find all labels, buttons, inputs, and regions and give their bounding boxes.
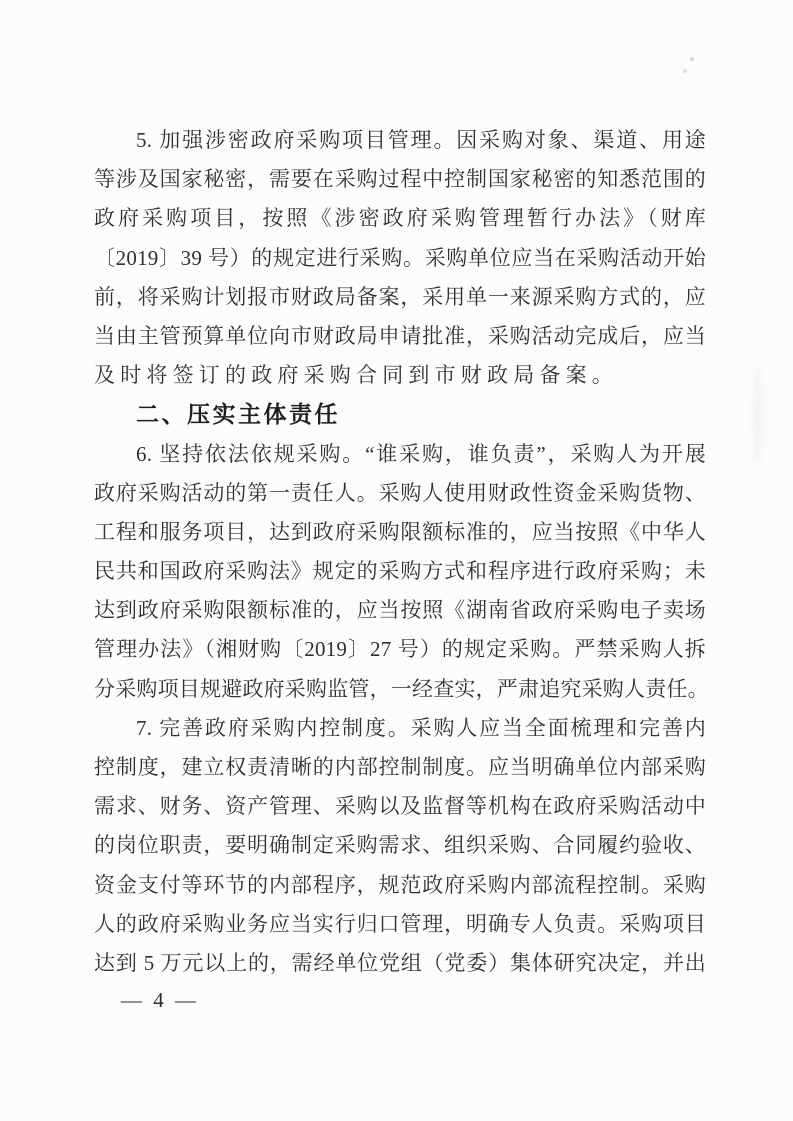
paragraph-5-line-3: 政府采购项目，按照《涉密政府采购管理暂行办法》（财库 bbox=[94, 206, 706, 231]
paragraph-5-line-4: 〔2019〕39 号）的规定进行采购。采购单位应当在采购活动开始 bbox=[94, 245, 706, 270]
paragraph-7-line-5: 资金支付等环节的内部程序，规范政府采购内部流程控制。采购 bbox=[94, 872, 706, 897]
paragraph-5-line-7: 及时将签订的政府采购合同到市财政局备案。 bbox=[94, 363, 618, 388]
paragraph-6-line-2: 政府采购活动的第一责任人。采购人使用财政性资金采购货物、 bbox=[94, 480, 706, 505]
paragraph-7-line-3: 需求、财务、资产管理、采购以及监督等机构在政府采购活动中 bbox=[94, 794, 706, 819]
document-body bbox=[94, 121, 709, 983]
paragraph-7-line-4: 的岗位职责，要明确制定采购需求、组织采购、合同履约验收、 bbox=[94, 833, 706, 858]
section-heading: 二、压实主体责任 bbox=[136, 401, 340, 428]
scan-speck bbox=[690, 57, 694, 61]
scan-speck bbox=[683, 69, 687, 73]
paragraph-7-line-2: 控制度，建立权责清晰的内部控制制度。应当明确单位内部采购 bbox=[94, 755, 706, 779]
paragraph-6-line-7: 分采购项目规避政府采购监管，一经查实，严肃追究采购人责任。 bbox=[94, 676, 709, 701]
paragraph-5-line-2: 等涉及国家秘密，需要在采购过程中控制国家秘密的知悉范围的 bbox=[94, 167, 706, 192]
paragraph-6-line-5: 达到政府采购限额标准的，应当按照《湖南省政府采购电子卖场 bbox=[94, 598, 706, 623]
paragraph-5-line-5: 前，将采购计划报市财政局备案，采用单一来源采购方式的，应 bbox=[94, 284, 706, 309]
paragraph-7-line-6: 人的政府采购业务应当实行归口管理，明确专人负责。采购项目 bbox=[94, 911, 706, 936]
page-number: — 4 — bbox=[121, 988, 199, 1012]
paragraph-6-line-3: 工程和服务项目，达到政府采购限额标准的，应当按照《中华人 bbox=[94, 519, 706, 544]
paragraph-5-line-6: 当由主管预算单位向市财政局申请批准，采购活动完成后，应当 bbox=[94, 323, 706, 348]
paragraph-6-line-6: 管理办法》（湘财购〔2019〕27 号）的规定采购。严禁采购人拆 bbox=[94, 637, 706, 662]
scan-smudge bbox=[753, 365, 762, 465]
paragraph-5-line-1: 5. 加强涉密政府采购项目管理。因采购对象、渠道、用途 bbox=[136, 128, 706, 152]
paragraph-6-line-1: 6. 坚持依法依规采购。“谁采购，谁负责”，采购人为开展 bbox=[136, 441, 706, 466]
paragraph-7-line-1: 7. 完善政府采购内控制度。采购人应当全面梳理和完善内 bbox=[136, 715, 706, 740]
paragraph-6-line-4: 民共和国政府采购法》规定的采购方式和程序进行政府采购；未 bbox=[94, 559, 706, 584]
paragraph-7-line-7: 达到 5 万元以上的，需经单位党组（党委）集体研究决定，并出 bbox=[94, 950, 706, 975]
